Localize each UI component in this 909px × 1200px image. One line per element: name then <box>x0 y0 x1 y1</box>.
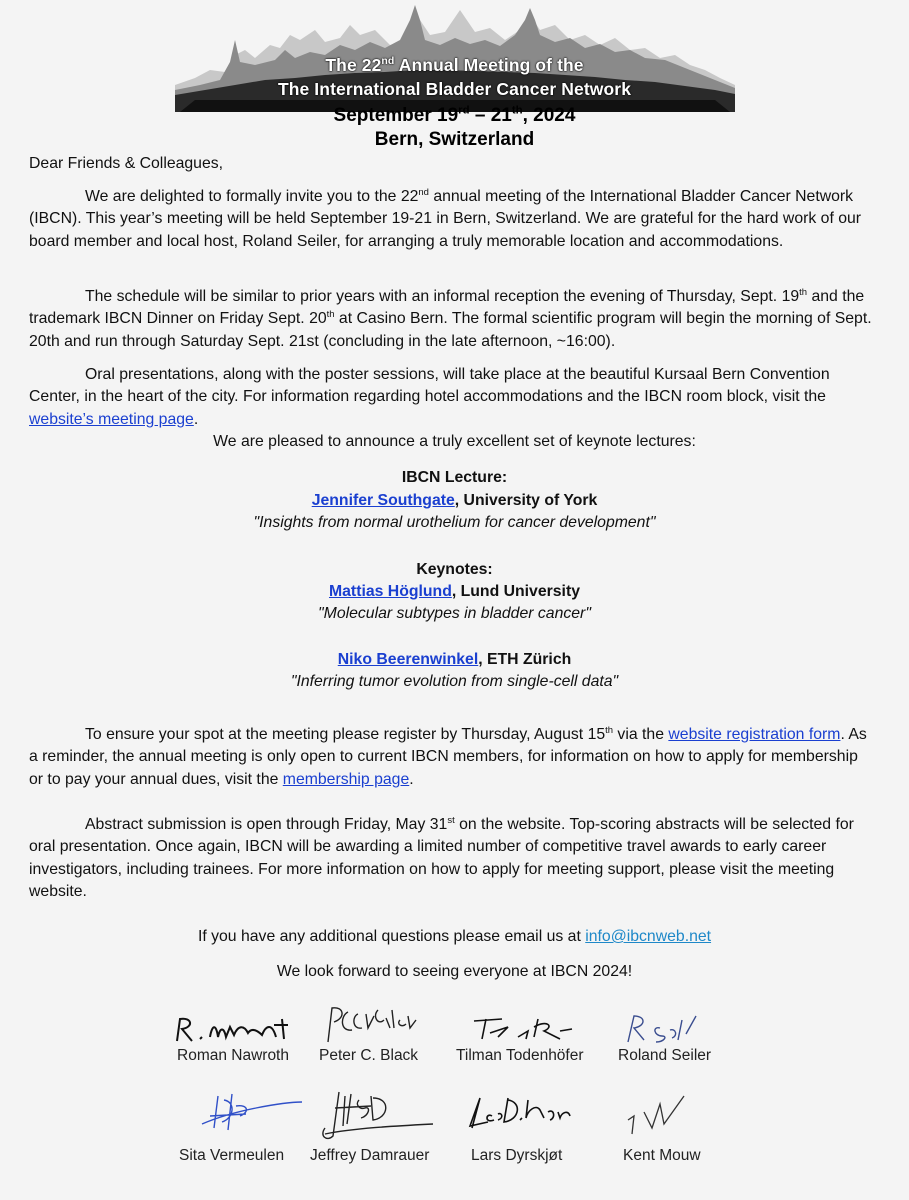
meeting-title-line2: The International Bladder Cancer Network <box>277 79 632 99</box>
signatory-name: Lars Dyrskjøt <box>471 1147 563 1164</box>
signature-tilman-todenhoefer <box>468 1013 578 1043</box>
signature-lars-dyrskjot <box>464 1090 579 1134</box>
keynote1-title: "Molecular subtypes in bladder cancer" <box>318 605 591 622</box>
keynote-intro: We are pleased to announce a truly excellent set of keynote lectures: <box>213 433 696 450</box>
paragraph-venue: Oral presentations, along with the poster sessions, will take place at the beautiful Kursaal Bern Convention Center, in the heart of the city. For information regarding hotel accommodations and the IBCN room block, visit the website’s meeting page. <box>29 366 830 428</box>
signature-peter-black <box>318 1002 428 1046</box>
greeting: Dear Friends & Colleagues, <box>29 155 224 172</box>
niko-beerenwinkel-link[interactable]: Niko Beerenwinkel <box>337 651 479 668</box>
signatory-name: Kent Mouw <box>623 1147 701 1164</box>
signature-roman-nawroth <box>172 1013 302 1047</box>
signature-sita-vermeulen <box>196 1088 306 1136</box>
jennifer-southgate-link[interactable]: Jennifer Southgate <box>311 492 455 509</box>
meeting-dates: September 19rd – 21th, 2024 <box>333 104 576 126</box>
paragraph-schedule: The schedule will be similar to prior years with an informal reception the evening of Thursday, Sept. 19th and the trademark IBCN Dinner on Friday Sept. 20th at Casino Bern. The formal scientific program will begin the morning of Sept. 20th and run through Saturday Sept. 21st (concluding in the late afternoon, ~16:00). <box>29 286 872 350</box>
membership-page-link[interactable]: membership page <box>282 770 410 788</box>
registration-form-link[interactable]: website registration form <box>668 726 841 743</box>
meeting-title-line1: The 22nd Annual Meeting of the <box>325 55 584 75</box>
signatory-name: Roland Seiler <box>618 1047 712 1064</box>
signature-kent-mouw <box>624 1090 704 1138</box>
meeting-page-link[interactable]: website’s meeting page <box>29 410 194 428</box>
ibcn-lecture-speaker: Jennifer Southgate, University of York <box>311 492 598 509</box>
signatory-name: Roman Nawroth <box>177 1047 289 1064</box>
mattias-hoglund-link[interactable]: Mattias Höglund <box>328 583 452 600</box>
paragraph-registration: To ensure your spot at the meeting please register by Thursday, August 15th via the website registration form. As a reminder, the annual meeting is only open to current IBCN members, for information on how to apply for membership or to pay your annual dues, visit the membership page. <box>29 724 867 788</box>
signatory-name: Peter C. Black <box>319 1047 419 1064</box>
signature-roland-seiler <box>620 1010 710 1046</box>
signature-jeffrey-damrauer <box>315 1086 440 1144</box>
paragraph-abstracts: Abstract submission is open through Friday, May 31st on the website. Top-scoring abstracts will be selected for oral presentation. Once again, IBCN will be awarding a limited number of competitive travel awards to early career investigators, including trainees. For more information on how to apply for meeting support, please visit the meeting website. <box>29 814 854 901</box>
ibcn-lecture-title: "Insights from normal urothelium for cancer development" <box>253 514 656 531</box>
email-link[interactable]: info@ibcnweb.net <box>585 928 712 945</box>
meeting-location: Bern, Switzerland <box>374 129 535 150</box>
keynote2-speaker: Niko Beerenwinkel, ETH Zürich <box>337 651 572 668</box>
signatory-name: Sita Vermeulen <box>179 1147 285 1164</box>
contact-line: If you have any additional questions please email us at info@ibcnweb.net <box>197 928 712 945</box>
keynote1-speaker: Mattias Höglund, Lund University <box>328 583 580 600</box>
signatory-name: Tilman Todenhöfer <box>456 1047 584 1064</box>
paragraph-intro: We are delighted to formally invite you to the 22nd annual meeting of the International Bladder Cancer Network (IBCN). This year’s meeting will be held September 19-21 in Bern, Switzerland. We are grateful for the hard work of our board member and local host, Roland Seiler, for arranging a truly memorable location and accommodations. <box>29 186 862 250</box>
keynote2-title: "Inferring tumor evolution from single-cell data" <box>290 673 619 690</box>
signatory-name: Jeffrey Damrauer <box>310 1147 430 1164</box>
closing-line: We look forward to seeing everyone at IBCN 2024! <box>276 963 633 980</box>
ibcn-lecture-heading: IBCN Lecture: <box>401 469 508 486</box>
keynotes-heading: Keynotes: <box>416 561 493 578</box>
